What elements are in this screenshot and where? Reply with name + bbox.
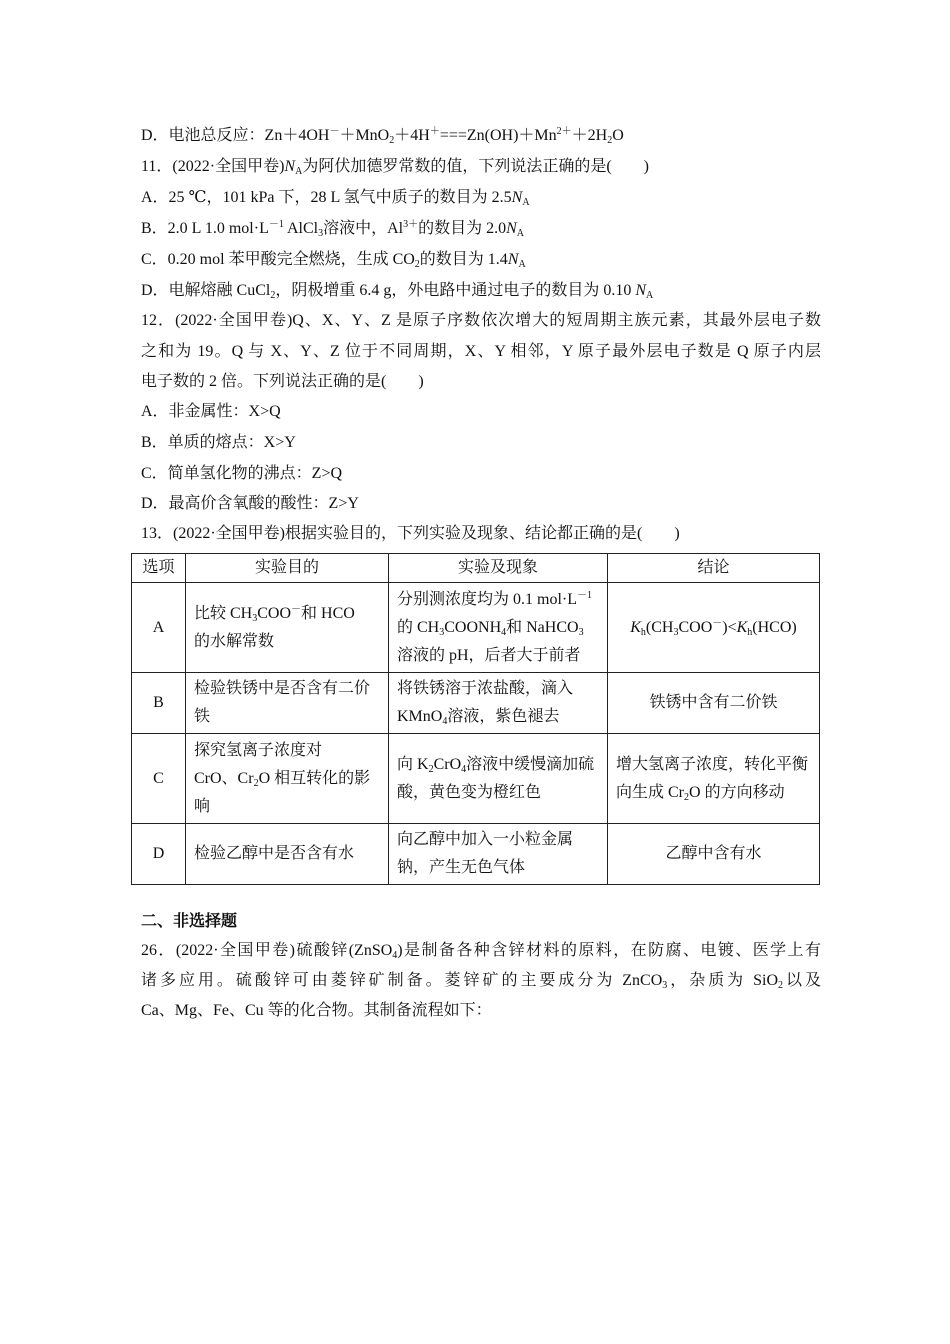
row-c-option: C — [132, 734, 186, 824]
q11-option-a: A．25 ℃，101 kPa 下，28 L 氢气中质子的数目为 $2.5N_A$ — [141, 189, 530, 208]
table-row — [132, 824, 820, 885]
row-b-option: B — [132, 673, 186, 734]
q12-stem-line3: 电子数的 2 倍。下列说法正确的是( ) — [141, 373, 424, 390]
q12-stem-line1: 12．(2022·全国甲卷)Q、X、Y、Z 是原子序数依次增大的短周期主族元素，其最外层电子数 — [141, 312, 821, 329]
row-b-purpose: 检验铁锈中是否含有二价铁 — [186, 673, 389, 734]
q12-option-d: D．最高价含氧酸的酸性：Z>Y — [141, 495, 359, 512]
row-a-purpose: 比较 $CH_3COO^-$和 HCO 的水解常数 — [186, 583, 389, 673]
q11-stem: 11．(2022·全国甲卷)$N_A$为阿伏加德罗常数的值，下列说法正确的是( ) — [141, 158, 649, 177]
section-heading: 二、非选择题 — [141, 913, 238, 930]
table-header-row — [132, 554, 820, 583]
table-row — [132, 583, 820, 673]
q10-option-d: D．电池总反应：$Zn+4OH^-+MnO_2+4H^+===Zn(OH)+Mn^{2+}+2H_2O$ — [141, 126, 624, 146]
row-c-conclusion: 增大氢离子浓度，转化平衡向生成 $Cr_2O$ 的方向移动 — [608, 734, 820, 824]
q26-line1: 26．(2022·全国甲卷)硫酸锌(ZnSO$_4$)是制备各种含锌材料的原料，在防腐、电镀、医学上有 — [141, 942, 821, 961]
row-c-purpose: 探究氢离子浓度对 CrO、$Cr_2O$ 相互转化的影响 — [186, 734, 389, 824]
q12-option-c: C．简单氢化物的沸点：Z>Q — [141, 465, 343, 482]
table-row — [132, 673, 820, 734]
q26-line3: Ca、Mg、Fe、Cu 等的化合物。其制备流程如下： — [141, 1002, 492, 1019]
row-b-conclusion: 铁锈中含有二价铁 — [608, 673, 820, 734]
q12-option-b: B．单质的熔点：X>Y — [141, 434, 296, 451]
q26-line2: 诸多应用。硫酸锌可由菱锌矿制备。菱锌矿的主要成分为 ZnCO$_3$，杂质为 SiO$_2$以及 — [141, 972, 821, 991]
experiment-table — [131, 553, 820, 885]
table-row — [132, 734, 820, 824]
q13-stem: 13．(2022·全国甲卷)根据实验目的，下列实验及现象、结论都正确的是( ) — [141, 525, 680, 542]
header-option: 选项 — [132, 554, 186, 583]
row-a-option: A — [132, 583, 186, 673]
q12-option-a: A．非金属性：X>Q — [141, 403, 281, 420]
row-c-phenomenon: 向 $K_2CrO_4$溶液中缓慢滴加硫酸，黄色变为橙红色 — [389, 734, 608, 824]
row-b-phenomenon: 将铁锈溶于浓盐酸，滴入 KMnO$_4$溶液，紫色褪去 — [389, 673, 608, 734]
q12-stem-line2: 之和为 19。Q 与 X、Y、Z 位于不同周期，X、Y 相邻，Y 原子最外层电子数是 Q 原子内层 — [141, 343, 821, 360]
row-a-phenomenon: 分别测浓度均为 0.1 $mol\cdot L^{-1}$ 的 $CH_3COONH_4$和 NaHCO$_3$ 溶液的 pH，后者大于前者 — [389, 583, 608, 673]
row-a-conclusion: $K_h(CH_3COO^-)<K_h(HCO)$ — [608, 583, 820, 673]
header-phenomenon: 实验及现象 — [389, 554, 608, 583]
header-purpose: 实验目的 — [186, 554, 389, 583]
header-conclusion: 结论 — [608, 554, 820, 583]
q11-option-c: C．0.20 mol 苯甲酸完全燃烧，生成 $CO_2$的数目为 $1.4N_A$ — [141, 251, 526, 270]
row-d-conclusion: 乙醇中含有水 — [608, 824, 820, 885]
q11-option-d: D．电解熔融 CuCl$_2$，阴极增重 6.4 g，外电路中通过电子的数目为 0.10 $N_A$ — [141, 282, 654, 301]
row-d-phenomenon: 向乙醇中加入一小粒金属钠，产生无色气体 — [389, 824, 608, 885]
row-d-purpose: 检验乙醇中是否含有水 — [186, 824, 389, 885]
q11-option-b: B．2.0 L 1.0 $mol\cdot L^{-1}$ AlCl$_3$溶液中，$Al^{3+}$的数目为 $2.0N_A$ — [141, 219, 525, 239]
row-d-option: D — [132, 824, 186, 885]
